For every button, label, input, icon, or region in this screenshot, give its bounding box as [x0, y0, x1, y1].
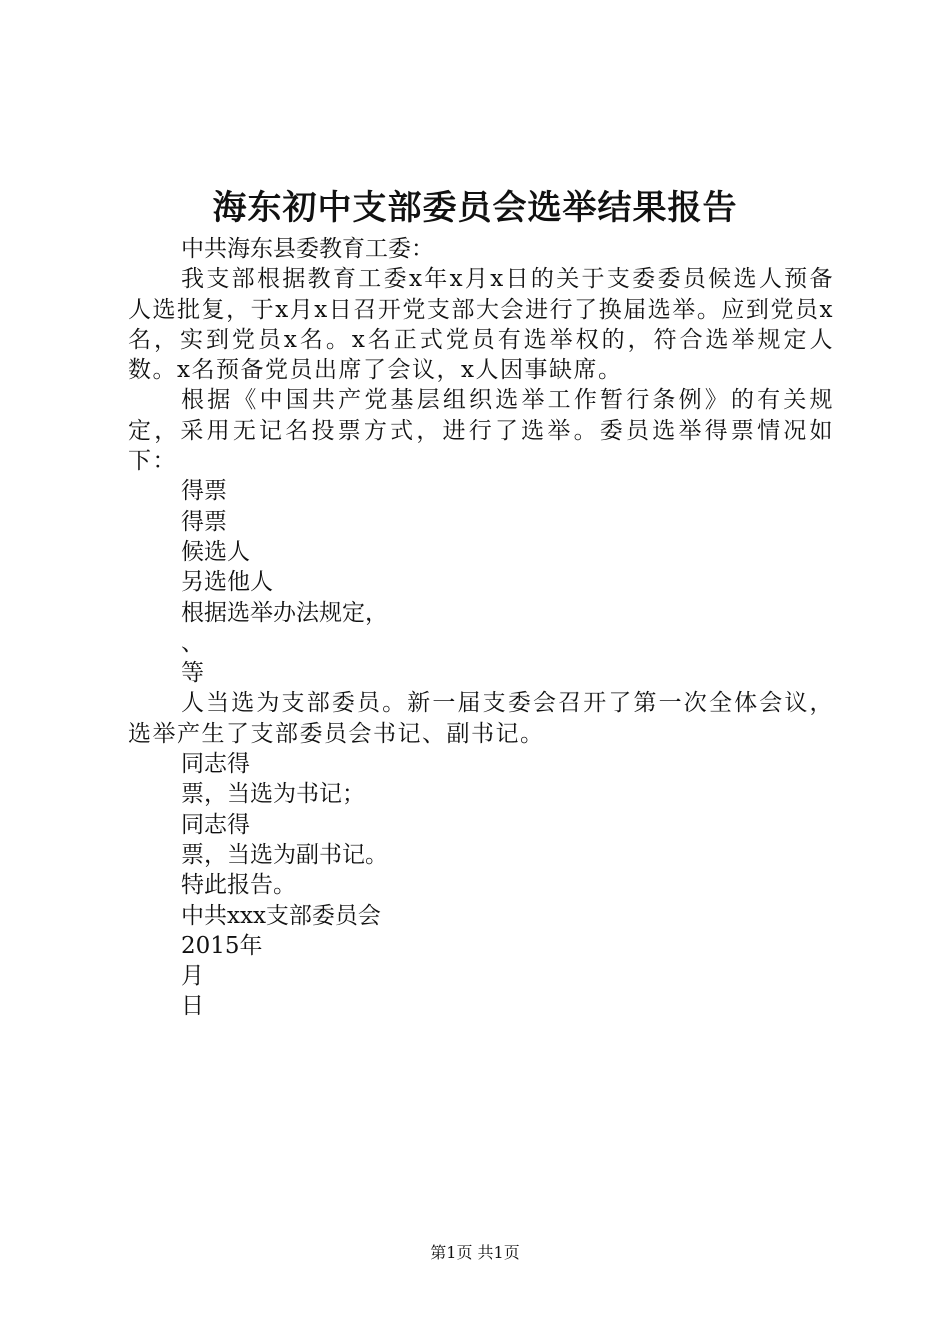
date-month: 月 [181, 963, 204, 990]
signature-org: 中共xxx支部委员会 [181, 902, 381, 929]
vote-line-1: 得票 [181, 478, 227, 505]
date-year: 2015年 [181, 932, 263, 959]
deputy-votes-line: 同志得 [181, 811, 250, 838]
candidate-line: 候选人 [181, 538, 250, 565]
secretary-elected-line: 票，当选为书记； [181, 781, 365, 808]
salutation: 中共海东县委教育工委： [181, 236, 434, 262]
paragraph-1: 我支部根据教育工委x年x月x日的关于支委委员候选人预备人选批复，于x月x日召开党支部大会进行了换届选举。应到党员x名，实到党员x名。x名正式党员有选举权的，符合选举规定人数。x名预备党员出席了会议，x人因事缺席。 [128, 266, 834, 384]
page-footer: 第1页 共1页 [430, 1243, 520, 1262]
deputy-elected-line: 票，当选为副书记。 [181, 841, 388, 868]
vote-line-2: 得票 [181, 508, 227, 535]
other-candidate-line: 另选他人 [181, 569, 273, 596]
rule-line: 根据选举办法规定， [181, 599, 388, 626]
document-title: 海东初中支部委员会选举结果报告 [212, 188, 738, 228]
closing-line: 特此报告。 [181, 872, 296, 899]
paragraph-3: 人当选为支部委员。新一届支委会召开了第一次全体会议，选举产生了支部委员会书记、副书记。 [128, 690, 834, 747]
document-body [128, 234, 834, 1022]
date-day: 日 [181, 993, 204, 1020]
secretary-votes-line: 同志得 [181, 751, 250, 778]
separator-line: 、 [181, 629, 204, 656]
etc-line: 等 [181, 660, 204, 687]
paragraph-2: 根据《中国共产党基层组织选举工作暂行条例》的有关规定，采用无记名投票方式，进行了选举。委员选举得票情况如下： [128, 387, 834, 475]
